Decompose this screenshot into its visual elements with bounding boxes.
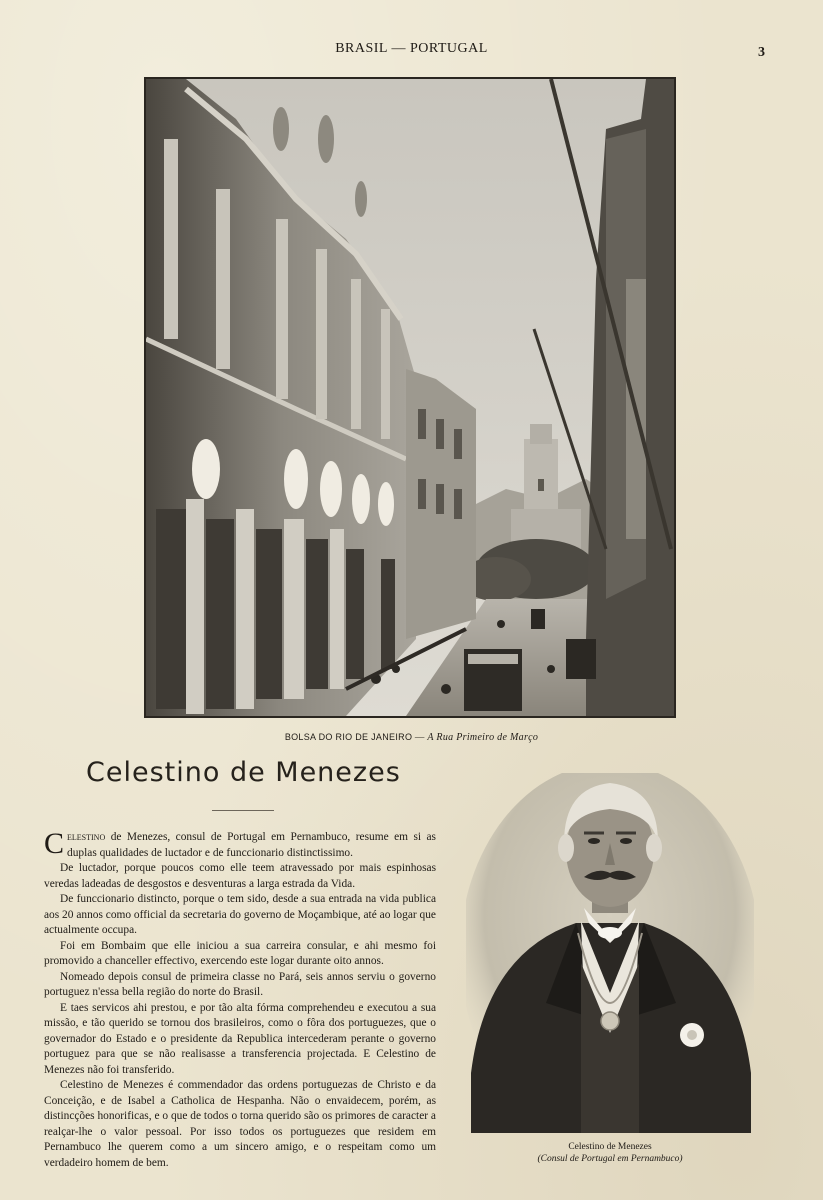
drop-cap: C xyxy=(44,827,65,860)
photo-caption-separator: — xyxy=(412,733,428,743)
article-paragraph: De funccionario distincto, porque o tem sido, desde a sua entrada na vida publica aos 20 annos como official da secretaria do governo de Moçambique, até ao logar que actualmente occupa. xyxy=(44,893,436,936)
portrait-photograph xyxy=(466,773,754,1133)
running-head: BRASIL — PORTUGAL xyxy=(335,41,488,56)
portrait-caption xyxy=(466,1141,754,1165)
article-paragraph: Foi em Bombaim que elle iniciou a sua carreira consular, e ahi mesmo foi promovido a chanceller effectivo, exercendo este logar durante oito annos. xyxy=(44,939,436,967)
article-paragraph: Nomeado depois consul de primeira classe no Pará, seis annos serviu o governo portuguez n'essa bella região do norte do Brasil. xyxy=(44,970,436,998)
article-paragraph: E taes servicos ahi prestou, e por tão alta fórma comprehendeu e executou a sua missão, e tão querido se tornou dos brasileiros, como o fôra dos portuguezes, que o governador do Estado e o presidente da Republica intercederam perante o governo portuguez para que se não realisasse a transferencia projectada. E Celestino de Menezes não foi transferido. xyxy=(44,1001,436,1076)
photo-caption-main: BOLSA DO RIO DE JANEIRO xyxy=(284,732,413,742)
lead-in: elestino xyxy=(67,831,106,843)
page-number: 3 xyxy=(758,45,765,60)
portrait-illustration xyxy=(466,773,754,1133)
street-scene-illustration xyxy=(146,79,674,716)
photo-caption xyxy=(0,732,823,743)
paragraph-1-text: de Menezes, consul de Portugal em Pernambuco, resume em si as duplas qualidades de luctador e de funccionario distinctissimo. xyxy=(67,831,436,859)
article-paragraph-1 xyxy=(44,827,436,861)
article-paragraph: Celestino de Menezes é commendador das ordens portuguezas de Christo e da Conceição, e de Isabel a Catholica de Hespanha. Não o envaidecem, porém, as distincções honorificas, e o que de todos o torna querido são os primores de caracter a realçar-lhe o valor pessoal. Por isso todos os portuguezes que residem em Pernambuco lhe querem como a um sincero amigo, e o respeitam como um verdadeiro homem de bem. xyxy=(44,1079,436,1169)
photo-caption-sub: A Rua Primeiro de Março xyxy=(427,732,539,743)
article-paragraph: De luctador, porque poucos como elle teem atravessado por mais espinhosas veredas ladeadas de desgostos e desventuras a larga estrada da Vida. xyxy=(44,862,436,890)
title-divider xyxy=(212,810,274,811)
portrait-caption-role: (Consul de Portugal em Pernambuco) xyxy=(537,1154,683,1164)
article-body xyxy=(44,827,436,1171)
portrait-caption-name: Celestino de Menezes xyxy=(568,1142,652,1152)
street-photograph xyxy=(144,77,676,718)
article-title: Celestino de Menezes xyxy=(86,757,401,788)
